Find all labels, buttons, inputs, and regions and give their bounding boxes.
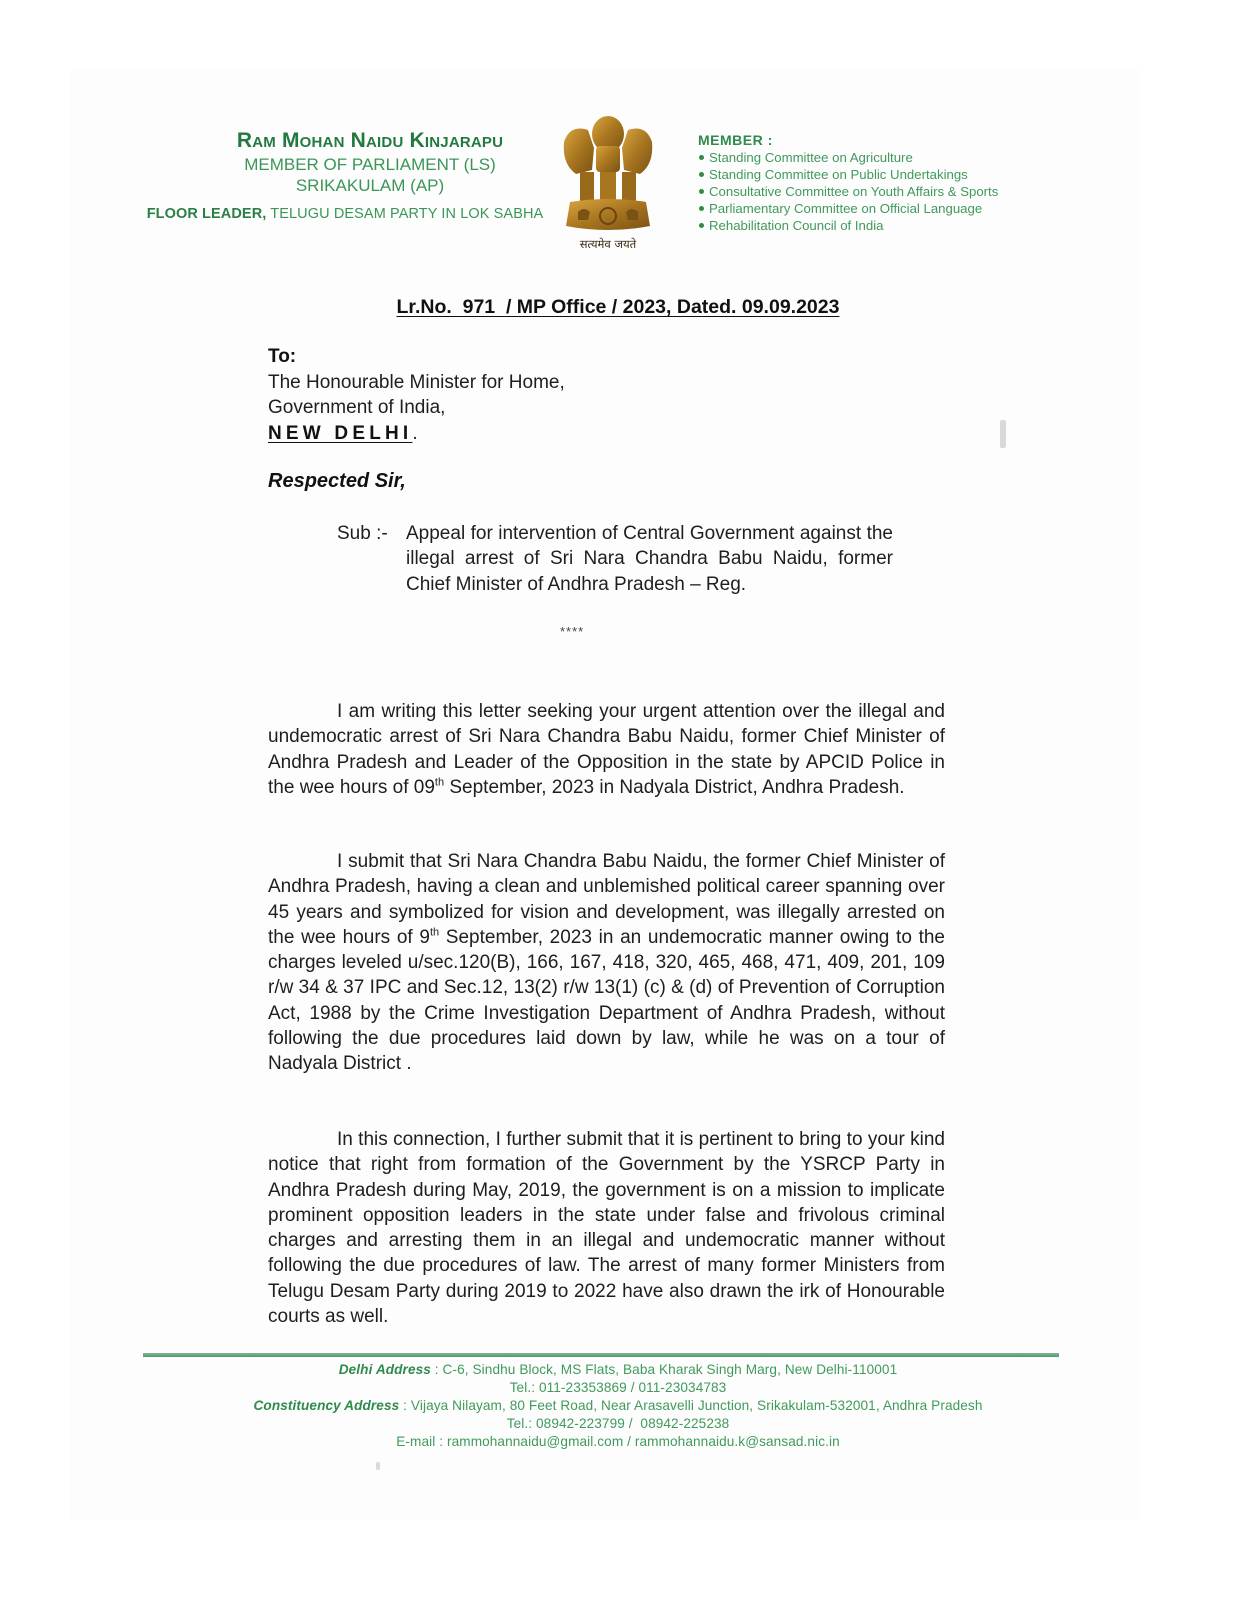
scan-artifact — [1000, 420, 1006, 448]
recipient-line-1: The Honourable Minister for Home, — [268, 371, 565, 393]
recipient-city: NEW DELHI — [268, 422, 413, 444]
emblem-legs-center — [600, 172, 616, 202]
emblem-bull — [626, 209, 638, 220]
delhi-address: Delhi Address : C-6, Sindhu Block, MS Flats, Baba Kharak Singh Marg, New Delhi-110001 — [338, 1362, 898, 1377]
email-addresses: E-mail : rammohannaidu@gmail.com / rammohannaidu.k@sansad.nic.in — [396, 1434, 840, 1449]
letterhead-sender — [130, 128, 570, 224]
emblem-lion-left — [564, 129, 594, 175]
ordinal-suffix: th — [429, 926, 440, 939]
committee-item: Standing Committee on Agriculture — [698, 149, 1078, 166]
subject-text: Appeal for intervention of Central Government against the illegal arrest of Sri Nara Chandra Babu Naidu, former Chief Minister of Andhra Pradesh – Reg. — [406, 523, 893, 595]
recipient-city-punct: . — [412, 422, 418, 444]
salutation: Respected Sir, — [268, 470, 406, 492]
footer-addresses — [0, 1361, 1236, 1451]
reference-text: Lr.No. 971 / MP Office / 2023, Dated. 09.09.2023 — [396, 296, 840, 318]
separator-stars: **** — [560, 624, 585, 639]
emblem-motto: सत्यमेव जयते — [579, 237, 637, 251]
committee-item: Consultative Committee on Youth Affairs & Sports — [698, 183, 1078, 200]
emblem-legs-right — [622, 172, 636, 202]
constituency-address: Constituency Address : Vijaya Nilayam, 80 Feet Road, Near Arasavelli Junction, Srikakulam-532001, Andhra Pradesh — [253, 1398, 983, 1413]
body-paragraph-2: I submit that Sri Nara Chandra Babu Naidu, the former Chief Minister of Andhra Pradesh, having a clean and unblemished political career spanning over 45 years and symbolized for vision and development, was illegally arrested on the wee hours of 9th September, 2023 in an undemocratic manner owing to the charges leveled u/sec.120(B), 166, 167, 418, 320, 465, 468, 471, 409, 201, 109 r/w 34 & 37 IPC and Sec.12, 13(2) r/w 13(1) (c) & (d) of Prevention of Corruption Act, 1988 by the Crime Investigation Department of Andhra Pradesh, without following the due procedures laid down by law, while he was on a tour of Nadyala District . — [268, 851, 945, 1075]
subject-block — [337, 521, 893, 597]
sender-constituency: SRIKAKULAM (AP) — [295, 176, 445, 195]
committee-item: Rehabilitation Council of India — [698, 217, 1078, 234]
bullet-icon — [699, 206, 704, 211]
recipient-line-2: Government of India, — [268, 397, 446, 418]
sender-floor-leader — [120, 204, 570, 224]
ordinal-suffix: th — [434, 776, 445, 789]
committee-list — [698, 149, 1078, 234]
to-label: To: — [268, 346, 297, 367]
body-paragraph-3: In this connection, I further submit that it is pertinent to bring to your kind notice that right from formation of the Government by the YSRCP Party in Andhra Pradesh during May, 2019, the government is on a mission to implicate prominent opposition leaders in the state under false and frivolous criminal charges and arresting them in an illegal and undemocratic manner without following the due procedures of law. The arrest of many former Ministers from Telugu Desam Party during 2019 to 2022 have also drawn the irk of Honourable courts as well. — [268, 1129, 945, 1328]
bullet-icon — [699, 155, 704, 160]
bullet-icon — [699, 172, 704, 177]
committee-item: Standing Committee on Public Undertakings — [698, 166, 1078, 183]
emblem-legs-left — [580, 172, 594, 202]
emblem-mane-center — [596, 146, 620, 172]
constituency-address-label: Constituency Address — [253, 1398, 400, 1413]
floor-leader-party: TELUGU DESAM PARTY IN LOK SABHA — [266, 206, 544, 222]
recipient-address — [268, 344, 565, 446]
letterhead-memberships — [698, 132, 1078, 234]
emblem-lion-right — [622, 129, 652, 175]
footer-divider — [143, 1353, 1059, 1357]
bullet-icon — [699, 223, 704, 228]
member-heading: MEMBER : — [698, 132, 773, 148]
floor-leader-prefix: FLOOR LEADER, — [146, 206, 267, 222]
delhi-address-label: Delhi Address — [338, 1362, 431, 1377]
committee-item: Parliamentary Committee on Official Language — [698, 200, 1078, 217]
scan-artifact — [376, 1462, 380, 1470]
national-emblem-icon — [556, 108, 660, 258]
letter-reference — [0, 296, 1236, 319]
sender-designation: MEMBER OF PARLIAMENT (LS) — [244, 155, 496, 174]
subject-label: Sub :- — [337, 523, 388, 544]
sender-name: Ram Mohan Naidu Kinjarapu — [236, 129, 504, 152]
emblem-horse — [578, 209, 590, 220]
bullet-icon — [699, 189, 704, 194]
body-paragraph-1: I am writing this letter seeking your urgent attention over the illegal and undemocratic arrest of Sri Nara Chandra Babu Naidu, former Chief Minister of Andhra Pradesh and Leader of the Opposition in the state by APCID Police in the wee hours of 09th September, 2023 in Nadyala District, Andhra Pradesh. — [268, 701, 945, 798]
delhi-telephone: Tel.: 011-23353869 / 011-23034783 — [509, 1380, 727, 1395]
constituency-telephone: Tel.: 08942-223799 / 08942-225238 — [506, 1416, 730, 1431]
